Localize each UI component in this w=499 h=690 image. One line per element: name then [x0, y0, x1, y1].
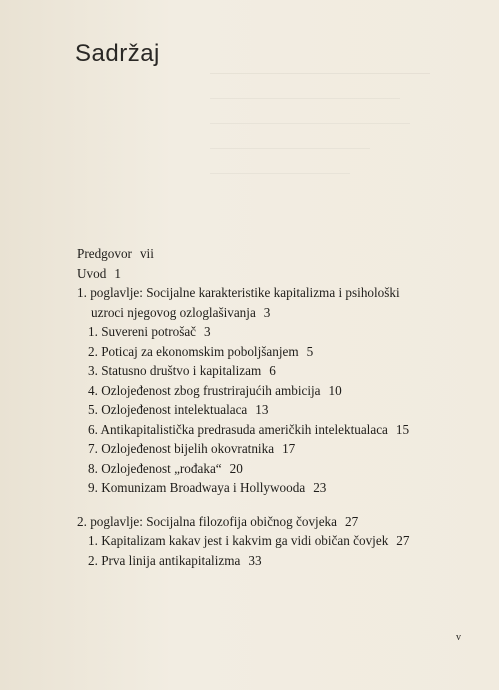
toc-entry-label: 6. Antikapitalistička predrasuda američkih intelektualaca	[88, 421, 388, 437]
toc-section[interactable]	[77, 322, 487, 342]
toc-entry-label: 2. Prva linija antikapitalizma	[88, 552, 241, 568]
toc-entry-label: 1. poglavlje: Socijalne karakteristike kapitalizma i psihološki	[77, 285, 400, 300]
toc-entry-page: 33	[248, 552, 262, 568]
toc-entry-page: 20	[229, 460, 243, 476]
toc-entry-label: 1. Suvereni potrošač	[88, 324, 197, 339]
toc-entry-label: 2. poglavlje: Socijalna filozofija običnog čovjeka	[77, 513, 338, 529]
toc-section[interactable]	[77, 361, 487, 381]
toc-section[interactable]	[77, 400, 487, 420]
toc-entry-label: Uvod	[77, 265, 107, 281]
toc-entry-label: 1. Kapitalizam kakav jest i kakvim ga vidi običan čovjek	[88, 533, 389, 548]
toc-section[interactable]	[77, 459, 487, 479]
toc-entry-page: 15	[395, 421, 410, 437]
chapter-spacer	[77, 498, 487, 512]
toc-entry-page: 5	[306, 343, 314, 359]
toc-section[interactable]	[77, 439, 487, 459]
toc-entry-uvod[interactable]	[77, 264, 487, 284]
toc-entry-page: 27	[345, 513, 359, 529]
toc-section[interactable]	[77, 551, 487, 571]
toc-section[interactable]	[77, 478, 487, 498]
toc-chapter-1-continued[interactable]	[77, 303, 487, 323]
toc-section[interactable]	[77, 381, 487, 401]
toc-entry-label: 2. Poticaj za ekonomskim poboljšanjem	[88, 343, 299, 359]
toc-section[interactable]	[77, 420, 487, 440]
toc-entry-label: Predgovor	[77, 246, 132, 261]
toc-section[interactable]	[77, 531, 487, 551]
toc-entry-page: 10	[328, 382, 342, 398]
toc-entry-page: vii	[139, 246, 154, 261]
toc-entry-page: 27	[396, 533, 410, 548]
toc-entry-page: 23	[313, 480, 327, 495]
table-of-contents	[77, 244, 487, 570]
show-through-text	[210, 55, 470, 180]
toc-chapter-2[interactable]	[77, 512, 487, 532]
toc-entry-label: 8. Ozlojeđenost „rođaka“	[88, 460, 222, 476]
toc-entry-label: 4. Ozlojeđenost zbog frustrirajućih ambicija	[88, 382, 321, 398]
page-number: v	[456, 632, 461, 643]
toc-entry-page: 6	[269, 363, 276, 378]
toc-chapter-1[interactable]	[77, 283, 487, 303]
toc-entry-page: 1	[114, 265, 121, 281]
toc-entry-label: 3. Statusno društvo i kapitalizam	[88, 363, 262, 378]
toc-entry-label: 7. Ozlojeđenost bijelih okovratnika	[88, 441, 275, 456]
toc-entry-page: 3	[263, 304, 271, 320]
toc-entry-label: uzroci njegovog ozloglašivanja	[91, 304, 256, 320]
toc-entry-page: 17	[282, 441, 296, 456]
toc-section[interactable]	[77, 342, 487, 362]
toc-entry-label: 5. Ozlojeđenost intelektualaca	[88, 402, 248, 417]
toc-entry-page: 3	[204, 324, 211, 339]
page-title: Sadržaj	[75, 40, 160, 67]
toc-entry-predgovor[interactable]	[77, 244, 487, 264]
toc-entry-label: 9. Komunizam Broadwaya i Hollywooda	[88, 480, 306, 495]
toc-entry-page: 13	[255, 402, 269, 417]
